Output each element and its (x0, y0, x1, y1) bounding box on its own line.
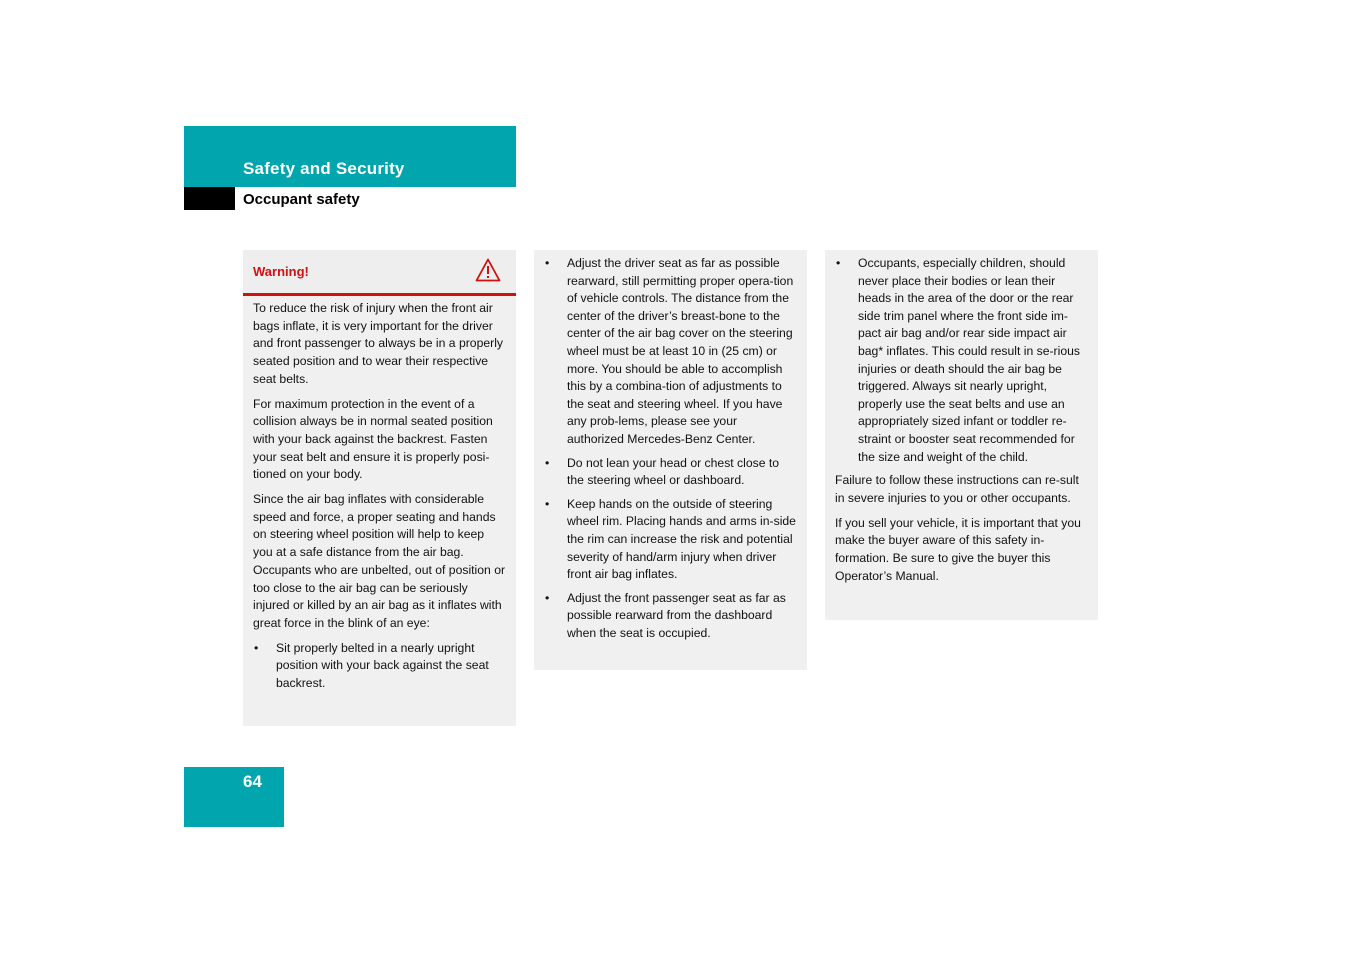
subsection-title: Occupant safety (243, 191, 360, 208)
warning-triangle-icon (475, 258, 501, 282)
warning-body (243, 296, 516, 692)
bullet-icon: • (836, 256, 841, 270)
warning-header (243, 250, 516, 296)
list-item: • Do not lean your head or chest close to the steering wheel or dashboard. (545, 455, 780, 488)
section-tab-marker (184, 187, 235, 210)
bullet-list (544, 255, 797, 642)
list-item: • Keep hands on the outside of steering wheel rim. Placing hands and arms in-side the rim can increase the risk and potential severity of hand/arm injury when driver front air bag inflates. (545, 496, 796, 582)
bullet-icon: • (545, 455, 550, 470)
warning-label: Warning! (253, 264, 309, 279)
page-number: 64 (243, 772, 262, 791)
paragraph: Failure to follow these instructions can re-sult in severe injuries to you or other occupants. (835, 473, 1079, 505)
bullet-icon: • (545, 256, 550, 270)
bullet-icon: • (545, 496, 550, 511)
bullet-list (253, 640, 506, 693)
bullet-icon: • (545, 590, 550, 605)
bullet-list (835, 255, 1088, 466)
warning-column (243, 250, 516, 726)
middle-column (534, 250, 807, 670)
paragraph: To reduce the risk of injury when the front air bags inflate, it is very important for the driver and front passenger to always be in a properly seated position and to wear their respective seat belts. (253, 301, 503, 386)
bullet-icon: • (254, 640, 259, 655)
list-item: • Sit properly belted in a nearly upright position with your back against the seat backrest. (254, 640, 489, 690)
right-column (825, 250, 1098, 620)
section-title: Safety and Security (243, 159, 405, 178)
paragraph: If you sell your vehicle, it is important that you make the buyer aware of this safety in-formation. Be sure to give the buyer this Operator’s Manual. (835, 515, 1081, 583)
paragraph: Since the air bag inflates with considerable speed and force, a proper seating and hands on steering wheel position will help to keep you at a safe distance from the air bag. Occupants who are unbelted, out of position or too close to the air bag can be seriously injured or killed by an air bag as it inflates with great force in the blink of an eye: (253, 492, 506, 630)
list-item: • Occupants, especially children, should never place their bodies or lean their heads in the area of the door or the rear side trim panel where the front side im-pact air bag and/or rear side impact air bag* inflates. This could result in se-rious injuries or death should the air bag be triggered. Always sit nearly upright, properly use the seat belts and use an appropriately sized infant or toddler re-straint or booster seat recommended for the size and weight of the child. (836, 256, 1080, 464)
paragraph: For maximum protection in the event of a collision always be in normal seated position with your back against the backrest. Fasten your seat belt and ensure it is properly posi-tioned on your body. (253, 396, 493, 482)
list-item: • Adjust the driver seat as far as possible rearward, still permitting proper opera-tion of vehicle controls. The distance from the center of the driver’s breast-bone to the center of the air bag cover on the steering wheel must be at least 10 in (25 cm) or more. You should be able to accomplish this by a combina-tion of adjustments to the seat and steering wheel. If you have any prob-lems, please see your authorized Mercedes-Benz Center. (545, 256, 794, 446)
page-number-box (184, 767, 284, 827)
list-item: • Adjust the front passenger seat as far as possible rearward from the dashboard when the seat is occupied. (545, 590, 786, 640)
